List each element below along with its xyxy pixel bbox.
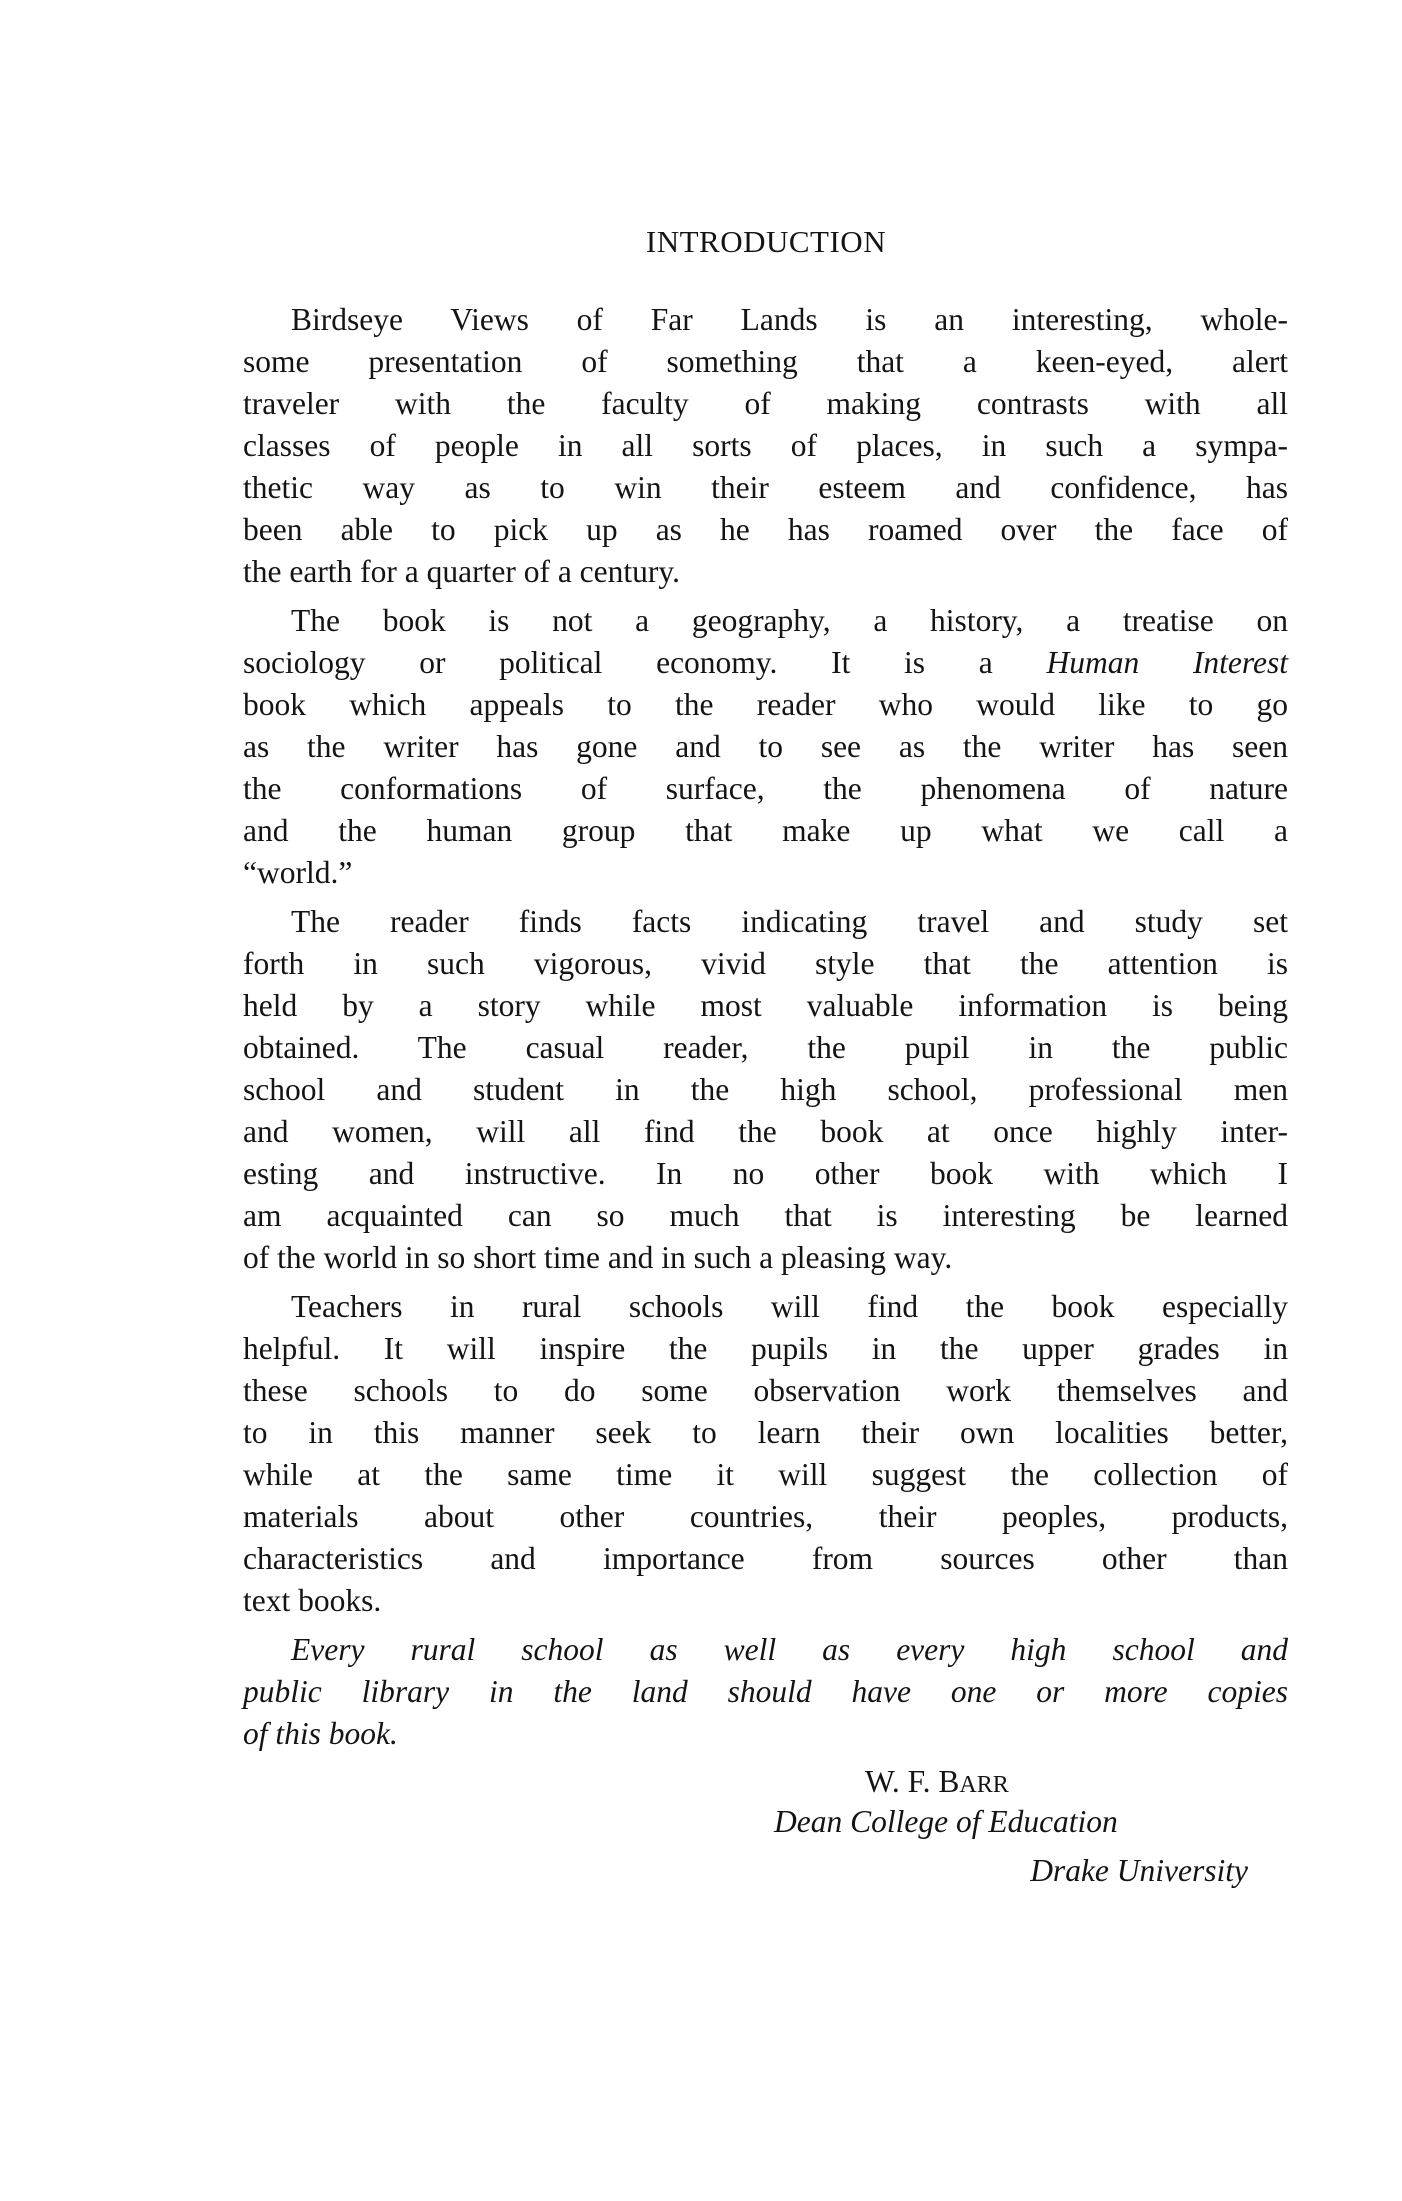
- text-line: The book is not a geography, a history, a treatise on: [291, 603, 1288, 638]
- text-line: forth in such vigorous, vivid style that the attention is: [243, 946, 1288, 981]
- paragraph: [243, 1629, 1288, 1755]
- paragraph: [243, 600, 1288, 894]
- text-line: to in this manner seek to learn their own localities better,: [243, 1415, 1288, 1450]
- text-line: public library in the land should have one or more copies: [243, 1674, 1288, 1709]
- paragraph: [243, 901, 1288, 1279]
- text-line: am acquainted can so much that is interesting be learned: [243, 1198, 1288, 1233]
- text-line: the earth for a quarter of a century.: [243, 554, 680, 589]
- text-line: text books.: [243, 1583, 382, 1618]
- text-line: Every rural school as well as every high school and: [291, 1632, 1288, 1667]
- text-line: of the world in so short time and in such a pleasing way.: [243, 1240, 953, 1275]
- signature-institution: Drake University: [1030, 1853, 1248, 1888]
- text-line: been able to pick up as he has roamed over the face of: [243, 512, 1288, 547]
- text-line: classes of people in all sorts of places, in such a sympa-: [243, 428, 1288, 463]
- text-line: the conformations of surface, the phenomena of nature: [243, 771, 1288, 806]
- text-line: school and student in the high school, professional men: [243, 1072, 1288, 1107]
- signature-position: Dean College of Education: [774, 1804, 1118, 1839]
- text-line: of this book.: [243, 1716, 398, 1751]
- text-line: obtained. The casual reader, the pupil in the public: [243, 1030, 1288, 1065]
- text-line: and the human group that make up what we call a: [243, 813, 1288, 848]
- text-line: and women, will all find the book at once highly inter-: [243, 1114, 1288, 1149]
- text-line: book which appeals to the reader who would like to go: [243, 687, 1288, 722]
- paragraph: [243, 1286, 1288, 1622]
- text-line: thetic way as to win their esteem and confidence, has: [243, 470, 1288, 505]
- signature-name: [865, 1764, 1009, 1800]
- text-line: esting and instructive. In no other book with which I: [243, 1156, 1288, 1191]
- text-line: Birdseye Views of Far Lands is an interesting, whole-: [291, 302, 1288, 337]
- text-line: Teachers in rural schools will find the book especially: [291, 1289, 1288, 1324]
- text-line: held by a story while most valuable information is being: [243, 988, 1288, 1023]
- document-body: [243, 299, 1288, 1762]
- text-line: traveler with the faculty of making contrasts with all: [243, 386, 1288, 421]
- text-line: characteristics and importance from sources other than: [243, 1541, 1288, 1576]
- page-title: INTRODUCTION: [645, 224, 887, 259]
- text-line: The reader finds facts indicating travel and study set: [291, 904, 1288, 939]
- text-line: while at the same time it will suggest the collection of: [243, 1457, 1288, 1492]
- text-line: as the writer has gone and to see as the writer has seen: [243, 729, 1288, 764]
- emphasis-text: Human Interest: [1046, 645, 1288, 680]
- text-line: some presentation of something that a keen-eyed, alert: [243, 344, 1288, 379]
- text-line: sociology or political economy. It is a Human Interest: [243, 645, 1288, 680]
- text-line: materials about other countries, their peoples, products,: [243, 1499, 1288, 1534]
- text-line: “world.”: [243, 855, 353, 890]
- text-line: helpful. It will inspire the pupils in the upper grades in: [243, 1331, 1288, 1366]
- signature-initials: W. F. B: [865, 1764, 960, 1799]
- text-line: these schools to do some observation work themselves and: [243, 1373, 1288, 1408]
- paragraph: [243, 299, 1288, 593]
- signature-surname: ARR: [959, 1772, 1009, 1798]
